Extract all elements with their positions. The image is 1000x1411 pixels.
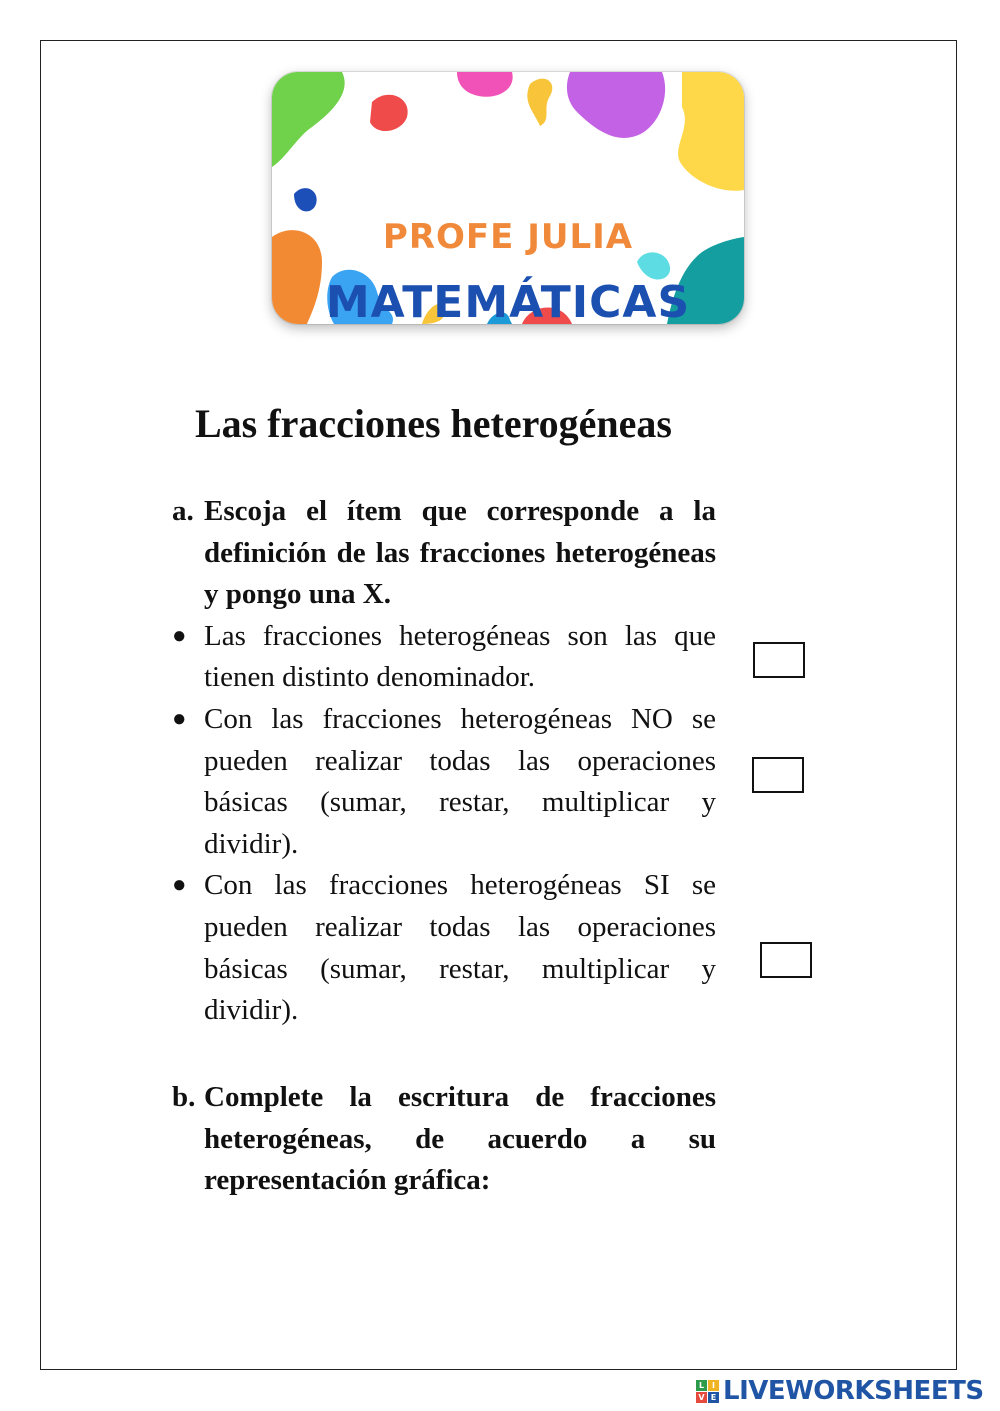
banner-title: MATEMÁTICAS bbox=[325, 277, 691, 324]
bullet-icon: ● bbox=[172, 705, 187, 732]
banner-subtitle: PROFE JULIA bbox=[382, 217, 634, 257]
question-b bbox=[172, 1077, 716, 1202]
option-1 bbox=[172, 616, 716, 699]
section-b bbox=[172, 1077, 716, 1202]
section-a bbox=[172, 491, 716, 1032]
question-a-text: Escoja el ítem que corresponde a la definición de las fracciones heterogéneas y pongo una X. bbox=[204, 495, 716, 611]
option-3 bbox=[172, 865, 716, 1031]
brand-name: LIVEWORKSHEETS bbox=[723, 1376, 984, 1406]
option-3-text: Con las fracciones heterogéneas SI se pueden realizar todas las operaciones básicas (sumar, restar, multiplicar y dividir). bbox=[204, 869, 716, 1027]
question-a-marker: a. bbox=[172, 495, 194, 527]
icon-tile: L bbox=[696, 1380, 707, 1391]
option-3-checkbox[interactable] bbox=[760, 942, 812, 978]
bullet-icon: ● bbox=[172, 872, 187, 899]
liveworksheets-logo bbox=[696, 1378, 984, 1404]
question-b-text: Complete la escritura de fracciones heterogéneas, de acuerdo a su representación gráfica: bbox=[204, 1081, 716, 1197]
header-banner bbox=[272, 72, 744, 324]
question-b-marker: b. bbox=[172, 1081, 196, 1113]
option-2-checkbox[interactable] bbox=[752, 757, 804, 793]
option-2-text: Con las fracciones heterogéneas NO se pueden realizar todas las operaciones básicas (sumar, restar, multiplicar y dividir). bbox=[204, 702, 716, 860]
option-1-checkbox[interactable] bbox=[753, 642, 805, 678]
icon-tile: I bbox=[708, 1380, 719, 1391]
page-title: Las fracciones heterogéneas bbox=[195, 401, 672, 446]
icon-tile: E bbox=[708, 1392, 719, 1403]
option-2 bbox=[172, 699, 716, 865]
bullet-icon: ● bbox=[172, 622, 187, 649]
option-1-text: Las fracciones heterogéneas son las que tienen distinto denominador. bbox=[204, 619, 716, 694]
liveworksheets-icon bbox=[696, 1380, 719, 1403]
icon-tile: V bbox=[696, 1392, 707, 1403]
question-a bbox=[172, 491, 716, 616]
